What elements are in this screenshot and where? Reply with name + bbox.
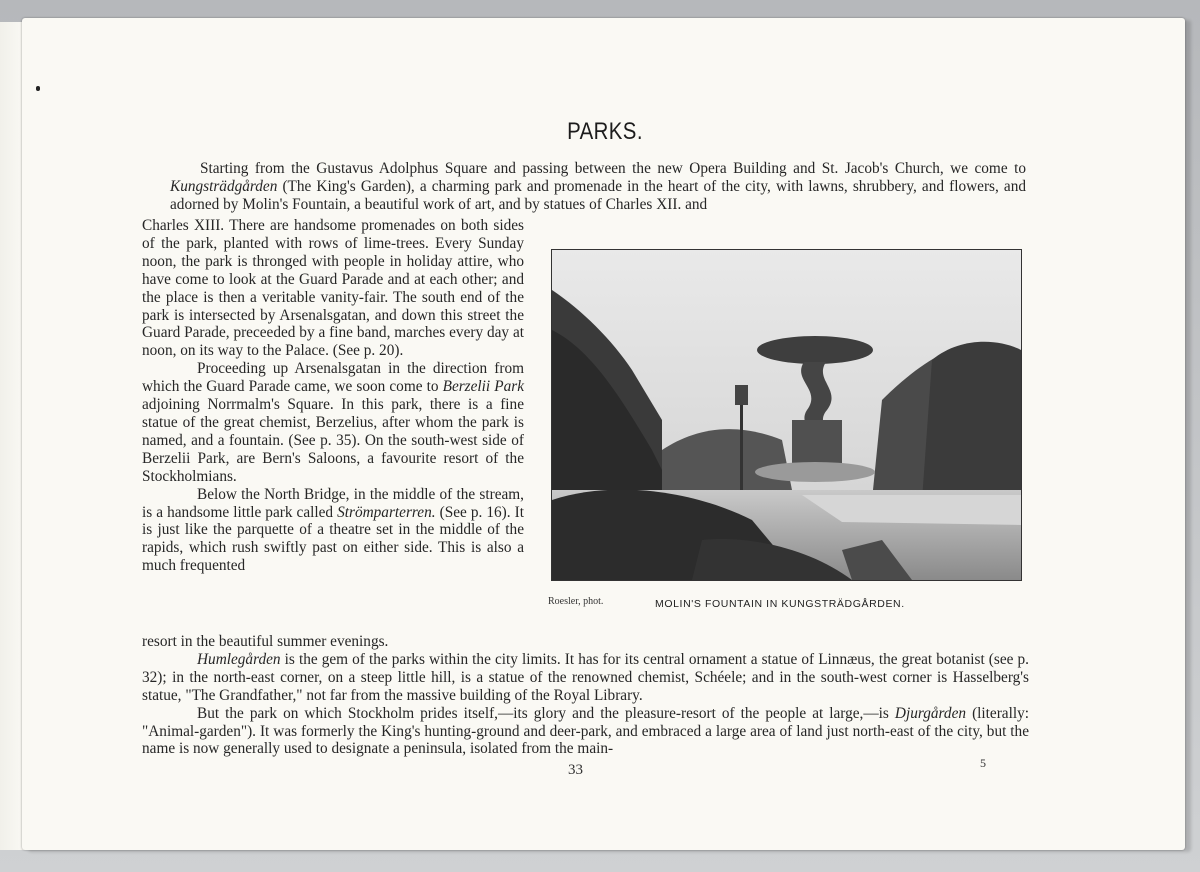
- berzelii-text-a: Proceeding up Arsenalsgatan in the direction from which the Guard Parade came, we soon come to: [142, 360, 524, 396]
- paragraph-djurgarden: [142, 705, 1029, 759]
- photo-credit: Roesler, phot.: [548, 596, 604, 607]
- intro-text-b: (The King's Garden), a charming park and promenade in the heart of the city, with lawns, shrubbery, and flowers, and adorned by Molin's Fountain, a beautiful work of art, and by statues of Charles XII. and: [170, 177, 1026, 213]
- paragraph-berzelii: [142, 360, 524, 485]
- djurgarden-text-b: (literally: "Animal-garden"). It was formerly the King's hunting-ground and deer-park, and embraced a large area of land just north-east of the city, but the name is now generally used to designate a peninsula, isolated from the main-: [142, 704, 1029, 758]
- page-number: 33: [568, 762, 583, 778]
- humlegarden-term: Humlegården: [197, 650, 281, 668]
- bottom-text-block: [142, 633, 1029, 758]
- paragraph-kungs-continued: Charles XIII. There are handsome promenades on both sides of the park, planted with rows of lime-trees. Every Sunday noon, the park is thronged with people in holiday attire, who have come to look at the Guard Parade and at each other; and the place is then a veritable vanity-fair. The south end of the park is intersected by Arsenalsgatan, and down this street the Guard Parade, preceeded by a fine band, marches every day at noon, on its way to the Palace. (See p. 20).: [142, 217, 524, 360]
- berzelii-park-term: Berzelii Park: [442, 378, 524, 396]
- berzelii-text-b: adjoining Norrmalm's Square. In this park, there is a fine statue of the great chemist, Berzelius, after whom the park is named, and a fountain. (See p. 35). On the south-west side of Berzelii Park, are Bern's Saloons, a favourite resort of the Stockholmians.: [142, 396, 524, 485]
- paragraph-stromparterren: [142, 486, 524, 576]
- humlegarden-text: is the gem of the parks within the city limits. It has for its central ornament a statue of Linnæus, the great botanist (see p. 32); in the north-east corner, on a steep little hill, is a statue of the renowned chemist, Schéele; and in the south-west corner is Hasselberg's statue, "The Grandfather," not far from the massive building of the Royal Library.: [142, 650, 1029, 704]
- intro-text-a: Starting from the Gustavus Adolphus Square and passing between the new Opera Building and St. Jacob's Church, we come to: [200, 160, 1026, 177]
- kungstradgarden-term: Kungsträdgården: [170, 177, 278, 195]
- strom-text-b: (See p. 16). It is just like the parquette of a theatre set in the middle of the rapids, which rush swiftly past on either side. This is also a much frequented: [142, 503, 524, 575]
- paragraph-intro: [170, 160, 1026, 214]
- page-title: PARKS.: [567, 118, 643, 145]
- left-column: [142, 217, 524, 575]
- djurgarden-text-a: But the park on which Stockholm prides itself,—its glory and the pleasure-resort of the people at large,—is: [197, 704, 895, 722]
- photo-caption: MOLIN'S FOUNTAIN IN KUNGSTRÄDGÅRDEN.: [655, 598, 905, 610]
- paragraph-humlegarden: [142, 651, 1029, 705]
- strom-text-a: Below the North Bridge, in the middle of the stream, is a handsome little park called: [142, 485, 524, 521]
- signature-mark: 5: [980, 756, 986, 770]
- paragraph-resort-line: resort in the beautiful summer evenings.: [142, 633, 389, 650]
- stromparterren-term: Strömparterren.: [337, 503, 436, 521]
- ink-mark: [36, 86, 40, 91]
- djurgarden-term: Djurgården: [894, 704, 967, 722]
- fountain-photo: [551, 249, 1022, 581]
- fountain-photo-illustration: [552, 250, 1021, 580]
